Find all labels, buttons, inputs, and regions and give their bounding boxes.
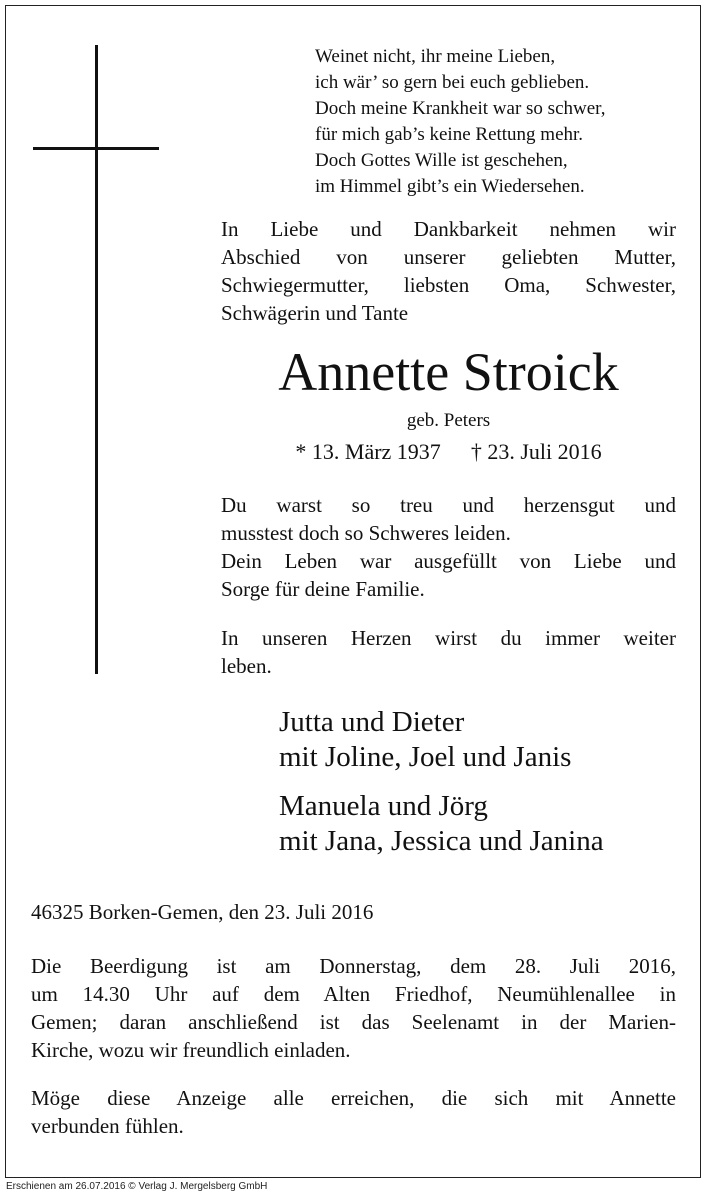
place-date: 46325 Borken-Gemen, den 23. Juli 2016 — [31, 900, 374, 924]
poem-line: Doch meine Krankheit war so schwer, — [315, 98, 606, 119]
birth-name: geb. Peters — [406, 410, 491, 431]
mourner-group — [279, 705, 689, 775]
mourner-names: Jutta und Dieter — [279, 706, 465, 738]
mourner-children: mit Joline, Joel und Janis — [279, 741, 572, 773]
intro-line: Abschied von unserer geliebten Mutter, — [221, 245, 676, 269]
tribute-line: Sorge für deine Familie. — [221, 577, 425, 601]
life-dates — [221, 438, 676, 466]
death-date: † 23. Juli 2016 — [470, 439, 602, 464]
intro-line: In Liebe und Dankbarkeit nehmen wir — [221, 217, 676, 241]
tribute-line: In unseren Herzen wirst du immer weiter — [221, 626, 676, 650]
funeral-line: Kirche, wozu wir freundlich einladen. — [31, 1038, 351, 1062]
mourner-group — [279, 789, 689, 859]
tribute-text — [221, 491, 676, 603]
poem-line: für mich gab’s keine Rettung mehr. — [315, 124, 584, 145]
intro-line: Schwiegermutter, liebsten Oma, Schwester, — [221, 273, 676, 297]
tribute-line: Dein Leben war ausgefüllt von Liebe und — [221, 549, 676, 573]
poem-line: Doch Gottes Wille ist geschehen, — [315, 150, 568, 171]
tribute-line: leben. — [221, 654, 272, 678]
deceased-name: Annette Stroick — [278, 342, 619, 402]
closing-line: Möge diese Anzeige alle erreichen, die sich mit Annette — [31, 1086, 676, 1110]
mourner-children: mit Jana, Jessica und Janina — [279, 825, 604, 857]
tribute-text-2 — [221, 624, 676, 680]
intro-text — [221, 215, 676, 327]
closing-text — [31, 1084, 676, 1140]
tribute-line: musstest doch so Schweres leiden. — [221, 521, 511, 545]
poem — [315, 44, 695, 200]
cross-icon — [95, 45, 98, 674]
funeral-line: Gemen; daran anschließend ist das Seelenamt in der Marien- — [31, 1010, 676, 1034]
poem-line: Weinet nicht, ihr meine Lieben, — [315, 46, 556, 67]
tribute-line: Du warst so treu und herzensgut und — [221, 493, 676, 517]
birth-date: * 13. März 1937 — [295, 439, 441, 464]
funeral-line: um 14.30 Uhr auf dem Alten Friedhof, Neumühlenallee in — [31, 982, 676, 1006]
publication-footer: Erschienen am 26.07.2016 © Verlag J. Mergelsberg GmbH — [6, 1181, 268, 1192]
mourner-names: Manuela und Jörg — [279, 790, 488, 822]
cross-crossbar — [33, 147, 159, 150]
poem-line: im Himmel gibt’s ein Wiedersehen. — [315, 176, 585, 197]
poem-line: ich wär’ so gern bei euch geblieben. — [315, 72, 590, 93]
funeral-info — [31, 952, 676, 1064]
funeral-line: Die Beerdigung ist am Donnerstag, dem 28. Juli 2016, — [31, 954, 676, 978]
intro-line: Schwägerin und Tante — [221, 301, 409, 325]
closing-line: verbunden fühlen. — [31, 1114, 184, 1138]
